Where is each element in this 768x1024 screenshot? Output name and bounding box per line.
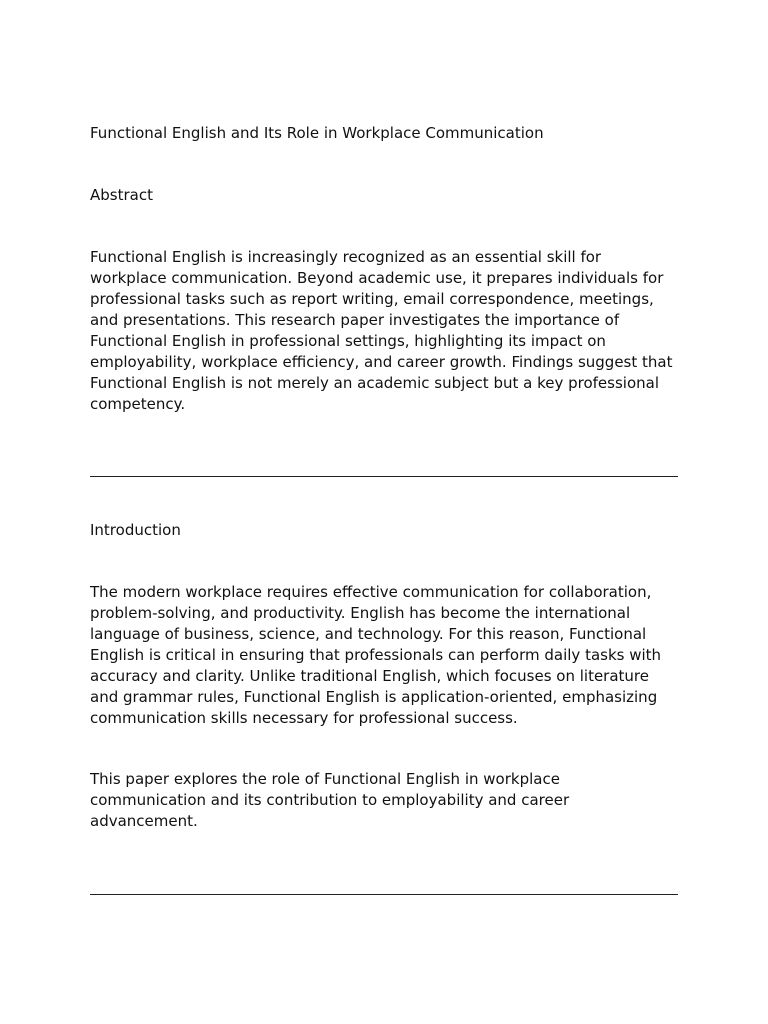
abstract-body: Functional English is increasingly recognized as an essential skill for workplace communication. Beyond academic use, it prepares individuals for professional tasks such as report writing, email correspondence, meetings, and presentations. This research paper investigates the importance of Functional English in professional settings, highlighting its impact on employability, workplace efficiency, and career growth. Findings suggest that Functional English is not merely an academic subject but a key professional competency. [90, 248, 673, 413]
section-divider [90, 476, 678, 477]
document-title: Functional English and Its Role in Workplace Communication [90, 124, 544, 142]
section-divider [90, 894, 678, 895]
abstract-heading: Abstract [90, 186, 153, 204]
introduction-paragraph: The modern workplace requires effective communication for collaboration, problem-solving, and productivity. English has become the international language of business, science, and technology. For this reason, Functional English is critical in ensuring that professionals can perform daily tasks with accuracy and clarity. Unlike traditional English, which focuses on literature and grammar rules, Functional English is application-oriented, emphasizing communication skills necessary for professional success. [90, 583, 662, 727]
introduction-paragraph: This paper explores the role of Functional English in workplace communication and its contribution to employability and career advancement. [90, 770, 570, 830]
introduction-heading: Introduction [90, 521, 181, 539]
